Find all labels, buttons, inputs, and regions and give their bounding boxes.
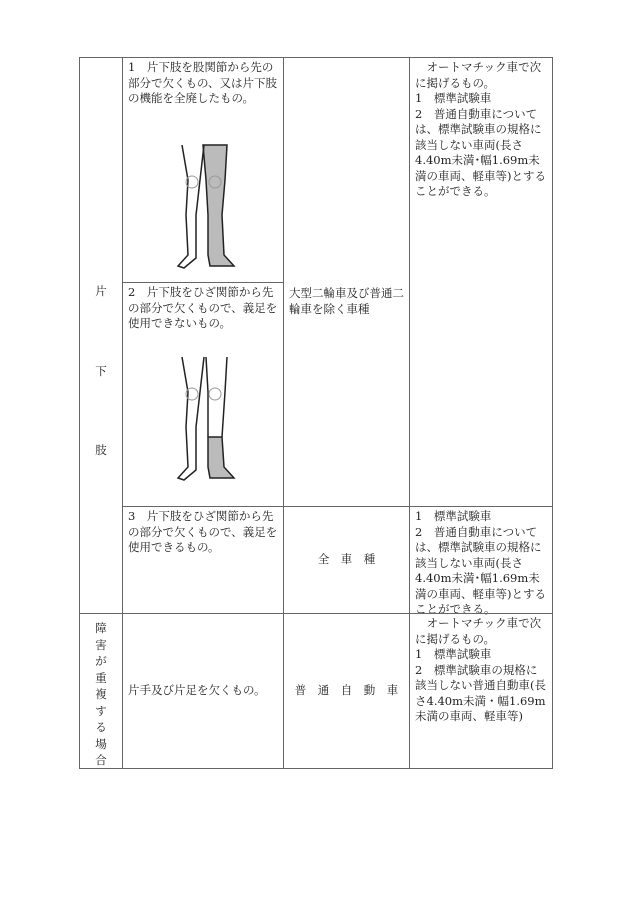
category-one-leg <box>79 57 123 614</box>
category-char: す <box>95 703 107 718</box>
condition-text: 1 片下肢を股関節から先の部分で欠くもの、又は片下肢の機能を全廃したもの。 <box>128 60 278 105</box>
condition-cell-3 <box>122 506 284 614</box>
requirement-line: 1 標準試験車 <box>415 91 492 105</box>
vehicle-type-text: 普 通 自 動 車 <box>294 683 399 698</box>
vehicle-cell-multiple <box>283 613 410 769</box>
condition-text: 3 片下肢をひざ関節から先の部分で欠くもので、義足を使用できるもの。 <box>128 509 278 554</box>
vehicle-type-text: 大型二輪車及び普通二輪車を除く車種 <box>289 286 404 316</box>
category-char: 障 <box>95 621 107 635</box>
category-char: る <box>95 720 107 734</box>
category-char: が <box>95 654 107 668</box>
category-char: 片 <box>95 284 107 298</box>
vehicle-cell-3 <box>283 506 410 614</box>
category-multiple <box>79 613 123 769</box>
requirement-line: 1 標準試験車 <box>415 509 492 523</box>
requirement-line: 1 標準試験車 <box>415 647 492 661</box>
category-char: 合 <box>95 753 107 767</box>
category-char: 場 <box>95 736 107 751</box>
leg-diagram-hip-amputation <box>170 140 240 272</box>
requirement-line: 2 普通自動車については、標準試験車の規格に該当しない車両(長さ4.40m未満･幅1.69m未満の車両、軽車等)とすることができる。 <box>415 524 546 616</box>
requirement-line: 2 標準試験車の規格に該当しない普通自動車(長さ4.40m未満・幅1.69m未満の車両、軽車等) <box>415 662 546 723</box>
requirement-cell-1-2 <box>409 57 553 507</box>
requirement-line: 2 普通自動車については、標準試験車の規格に該当しない車両(長さ4.40m未満･幅1.69m未満の車両、軽車等)とすることができる。 <box>415 106 546 198</box>
category-char: 複 <box>95 687 107 701</box>
condition-text: 2 片下肢をひざ関節から先の部分で欠くもので、義足を使用できないもの。 <box>128 285 278 330</box>
vehicle-cell-1-2 <box>283 57 410 507</box>
leg-diagram-knee-amputation <box>170 352 240 484</box>
category-char: 害 <box>95 637 107 652</box>
requirement-cell-3 <box>409 506 553 614</box>
condition-cell-multiple <box>122 613 284 769</box>
requirement-cell-multiple <box>409 613 553 769</box>
vehicle-type-text: 全 車 種 <box>317 552 376 567</box>
category-char: 肢 <box>95 443 107 457</box>
category-char: 重 <box>95 670 107 685</box>
requirement-line: オートマチック車で次に掲げるもの。 <box>415 60 542 90</box>
requirement-line: オートマチック車で次に掲げるもの。 <box>415 616 542 646</box>
category-char: 下 <box>95 363 107 378</box>
condition-text: 片手及び片足を欠くもの。 <box>128 683 266 698</box>
